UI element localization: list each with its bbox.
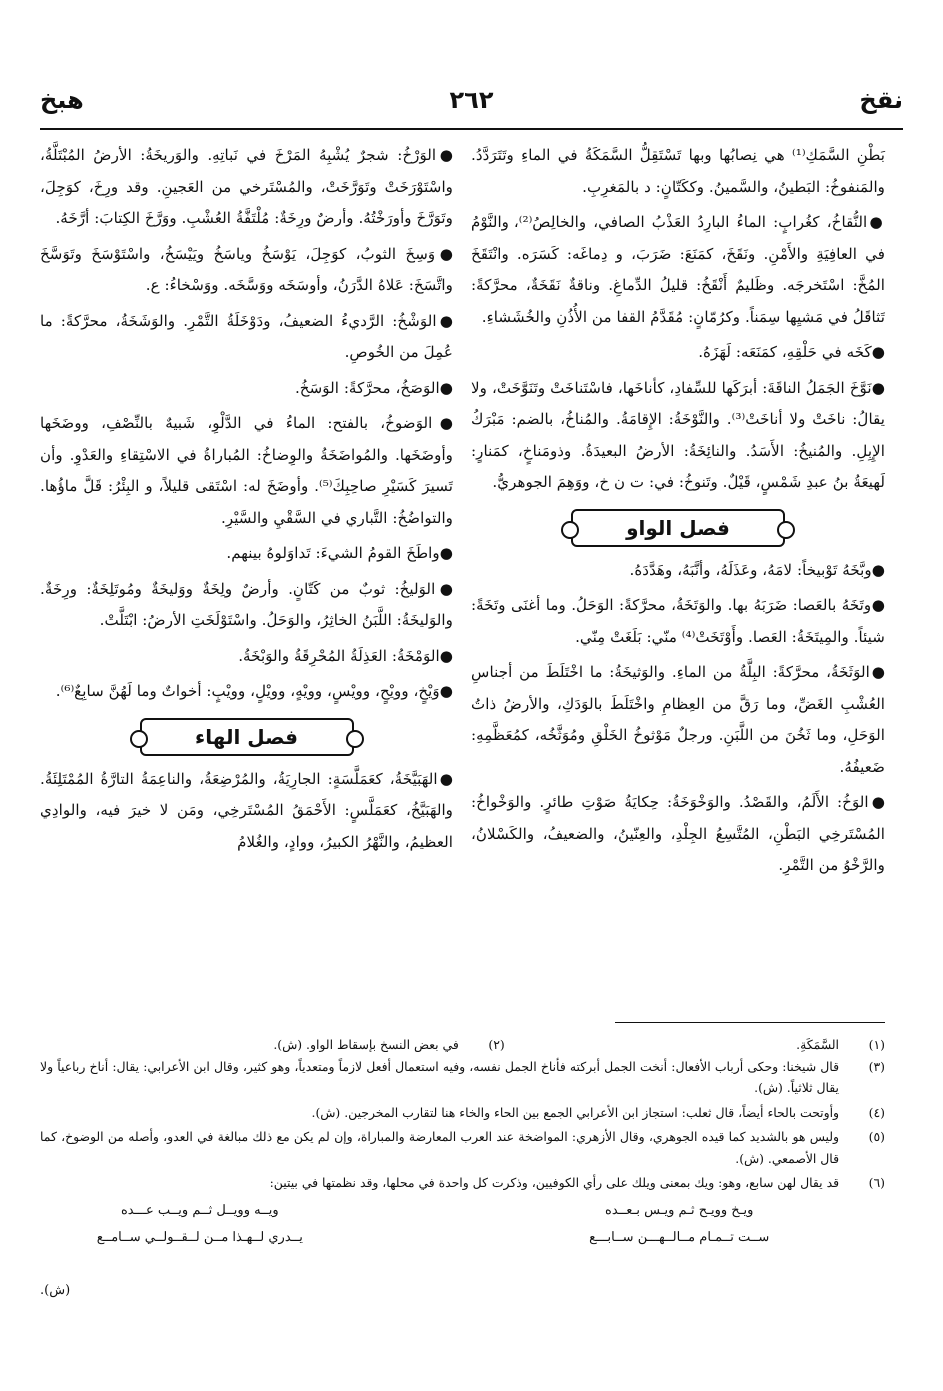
footnote-number: (٦) [868, 1175, 885, 1190]
footnote-5 [40, 1126, 885, 1169]
footnote-text: وليس هو بالشديد كما قيده الجوهري، وقال الأزهري: المواضخة عند العرب المعارضة والمباراة، وإن لم يكن مع ذلك مبالغة في العدو، وأصله من الوضوخ، كما قال الأصمعي. (ش). [40, 1129, 839, 1166]
entry-paragraph: ●واطَخَ القومُ الشيءَ: تَداوَلوهُ بينهم. [226, 544, 453, 562]
entry-paragraph: ●الوَضوخُ، بالفتح: الماءُ في الدَّلْوِ، شَبيهٌ بالنِّصْفِ، ووضَخَها وأوضَخَها. والمُواضَخَةُ والوِضاخُ: المُباراةُ في الاسْتِقاءِ والعَدْوِ. وأن تَسيرَ كَسَيْرِ صاحِبِكَ⁽⁵⁾. وأوضَخَ له: اسْتَقى قليلاً، و البِئْرُ: قَلَّ ماؤُها. والتواضُخُ: التَّباري في السَّقْيِ والسَّيْرِ. [40, 414, 453, 527]
footnote-3 [40, 1056, 885, 1099]
footnote-number: (٤) [868, 1104, 885, 1120]
entry-paragraph: ●نَوَّخَ الجَمَلُ الناقَةَ: أبرَكَها للسِّفادِ، كأناخَها، فاسْتَناخَتْ وتَنَوَّخَتْ، ولا يقالُ: ناخَتْ ولا أناخَتْ⁽³⁾. والنَّوْخَةُ: الإِقامَةُ. والمُناخُ، بالضم: مَبْرَكُ الإِبِلِ. والمُنيخُ: الأَسَدُ. والنائِخَةُ: الأرضُ البعيدَةُ. وذومَناخٍ، كمَنارٍ: لَهيعَةُ بنُ عبدِ شَمْسٍ، قَيْلٌ. وتَنوخُ: في: ت ن خ، ووَهِمَ الجوهريُّ. [471, 378, 885, 491]
verse-hemistich: ســت تــمـام مــالــهـــن ســابـــع [589, 1230, 770, 1245]
entry-paragraph: ●النُّقاخُ، كغُرابٍ: الماءُ البارِدُ العَذْبُ الصافي، والخالِصُ⁽²⁾، والنَّوْمُ في العافِيَةِ والأَمْنِ. ونَقَخَ، كمَنَعَ: ضَرَبَ، و دِماغَه: كَسَرَه. وانْتَقَخَ المُخَّ: اسْتَخرجَه. وظَليمٌ أَنْقَخُ: قليلُ الدِّماغِ. وناقةٌ نَقَخَةٌ، محرَّكةً: تَثاقَلُ في مَشيِها سِمَناً. وكرُمّانٍ: مُقَدَّمُ القفا من الأُذُنِ والخُشَشاءِ. [471, 213, 885, 326]
entry-paragraph: ●وَيْخٍ، وويْحٍ، وويْسٍ، وويْهٍ، وويْلٍ، وويْبٍ: أخواتٌ وما لَهُنَّ سابِعٌ⁽⁶⁾. [55, 682, 453, 700]
footnote-text: وأوتحت بالحاء أيضاً، قال ثعلب: استجاز ابن الأعرابي الجمع بين الحاء والخاء هنا لتقارب المخرجين. (ش). [311, 1104, 839, 1120]
entry-paragraph: ●الوَليخُ: ثوبٌ من كَتّانٍ. وأرضٌ ولِخَةٌ ووَليخَةٌ ومُوتَلِخَةٌ: ورِخَةٌ. والوَليخَةُ: اللَّبَنُ الخاثِرُ، والوَحَلُ. واسْتَوْلَخَتِ الأرضُ: ابْتَلَّتْ. [40, 579, 453, 629]
footnotes [40, 1034, 885, 1249]
footnote-rule [615, 1022, 885, 1023]
verse-hemistich: ويــه وويــل ثــم ويــب عـــده [120, 1202, 279, 1218]
left-column [40, 140, 453, 862]
footnote-text: في بعض النسخ بإسقاط الواو. (ش). [273, 1037, 459, 1052]
footnote-text: قال شيخنا: وحكى أرباب الأفعال: أنخت الجمل أبركته فأناخ الجمل نفسه، وفيه استعمال أفعل لازماً ومتعدياً، وهو كثير، وقال ابن الأعرابي: يقال: أناخ رباعياً ولا يقال ثلاثياً. (ش). [40, 1058, 839, 1095]
entry-paragraph: ●وبَّخَهُ تَوْبيخاً: لامَهُ، وعَذَلَهُ، وأنَّبَهُ، وهَدَّدَهُ. [629, 560, 885, 579]
footnote-number: (٢) [488, 1037, 505, 1052]
verse-line-1 [40, 1200, 885, 1222]
entry-paragraph: ●كَخَه في حَلْقِهِ، كمَنَعَه: لَهَزَهُ. [698, 343, 885, 361]
entry-paragraph: ●الوَمْخَةُ: العَذِلَةُ المُحْرِقَةُ والوَبْخَةُ. [238, 646, 453, 665]
footnote-text: قد يقال لهن سابع، وهو: ويك بمعنى ويلك على رأي الكوفيين، وذكرت كل واحدة في محلها، وقد نظمتها في بيتين: [269, 1175, 839, 1190]
page-number: ٢٦٢ [449, 86, 494, 114]
header-rule [40, 128, 903, 130]
verse-hemistich: يــدري لــهـذا مــن لــقــولــي ســامــع [96, 1230, 303, 1245]
entry-paragraph: بَطْنِ السَّمَكِ⁽¹⁾ هي نِصابُها وبها تَسْتَقِلُّ السَّمَكَةُ في الماءِ وتَتَرَدَّدُ. والمَنفوخُ: البَطينُ، والسَّمينُ. وككَتّانٍ: د بالمَغرِبِ. [471, 146, 886, 196]
footnote-row [40, 1034, 885, 1056]
footnote-number: (٣) [868, 1058, 885, 1074]
footnote-number: (١) [868, 1037, 885, 1052]
entry-paragraph: ●وتَخَهُ بالعَصا: ضَرَبَهُ بها. والوَتَخَةُ، محرَّكةً: الوَحَلُ. وما أغنَى وتَخَةً: شيئاً. والمِيتَخَةُ: العَصا. وأَوْتَخَتْ⁽⁴⁾ منّي: بَلَغَتْ مِنّي. [471, 596, 885, 646]
footnote-1 [505, 1034, 885, 1056]
section-heading-haa: فصل الهاء [140, 718, 354, 756]
right-column [471, 140, 885, 886]
footnote-text: السَّمَكَةِ. [796, 1037, 839, 1052]
footnote-sign: (ش). [40, 1283, 71, 1298]
footnote-4 [40, 1102, 885, 1124]
entry-paragraph: ●الهَبَيَّخَةُ، كعَمَلَّسَةٍ: الجارِيَةُ، والمُرْضِعَةُ، والناعِمَةُ التارَّةُ المُمْتَلِئَةُ. والهَبَيَّخُ، كعَمَلَّسٍ: الأَحْمَقُ المُسْتَرخِي، ومَن لا خيرَ فيه، والوادِي العظيمُ، والنَّهْرُ الكبيرُ، ووادٍ، والغُلامُ [40, 769, 453, 851]
footnote-6 [40, 1172, 885, 1194]
footnote-number: (٥) [868, 1129, 885, 1144]
entry-paragraph: ●الوَرْخُ: شجرٌ يُشْبِهُ المَرْخَ في نَباتِهِ. والوَريخَةُ: الأرضُ المُبْتَلَّةُ، واسْتَوْرَخَتْ وتَوَرَّخَتْ، والمُسْتَرخي من العَجينِ. وقد ورِخَ، كوَجِلَ، وتَوَرَّخَ وأورَخْتُهُ. وأرضٌ ورِخَةٌ: مُلْتَفَّةُ العُشْبِ. ووَرَّخَ الكِتابَ: أرَّخَهُ. [40, 146, 453, 227]
verse-hemistich: ويـخ وويـح ثـم ويـس بـعــده [605, 1202, 754, 1218]
entry-paragraph: ●الوَشْخُ: الرَّديءُ الضعيفُ، ودَوْخَلَةُ التَّمْرِ. والوَشَخَةُ، محرَّكةً: ما عُمِلَ من الخُوصِ. [40, 311, 453, 361]
header-right-word: نقخ [859, 86, 903, 114]
section-heading-waw: فصل الواو [571, 509, 785, 547]
header-left-word: هبخ [40, 86, 84, 114]
entry-paragraph: ●الوَثَخَةُ، محرَّكةً: البِلَّةُ من الماءِ. والوَثيخَةُ: ما اخْتَلَطَ من أجناسِ العُشْبِ الغَضِّ، وما رَقَّ من العِظامِ واخْتَلَطَ بالوَدَكِ، والأرضُ ذاتُ الوَحَلِ، وما ثَخُنَ من اللَّبَنِ. ورجلٌ مَوْثوخُ الخَلْقِ ومُوَثَّخُه، كمُعَظَّمِهِ: ضَعيفُهُ. [471, 663, 885, 776]
verse-line-2 [40, 1227, 885, 1249]
footnote-2 [40, 1034, 505, 1056]
entry-paragraph: ●الوَخُ: الأَلَمُ، والقَصْدُ. والوَخْوَخَةُ: حِكايَةُ صَوْتِ طائرٍ. والوَخْواخُ: المُسْتَرخِي البَطْنِ، المُتَّسِعُ الجِلْدِ، والعِنّينُ، والضعيفُ، والكَسْلانُ، والرَّخْوُ من التَّمْرِ. [471, 793, 885, 874]
entry-paragraph: ●وَسِخَ الثوبُ، كوَجِلَ، يَوْسَخُ وياسَخُ ويَيْسَخُ، واسْتَوْسَخَ وتَوَسَّخَ واتَّسَخَ: عَلاهُ الدَّرَنُ، وأوسَخَه ووَسَّخَه. ووَسْخاءُ: ع. [40, 244, 453, 294]
entry-paragraph: ●الوَصَخُ، محرَّكةً: الوَسَخُ. [294, 378, 453, 397]
